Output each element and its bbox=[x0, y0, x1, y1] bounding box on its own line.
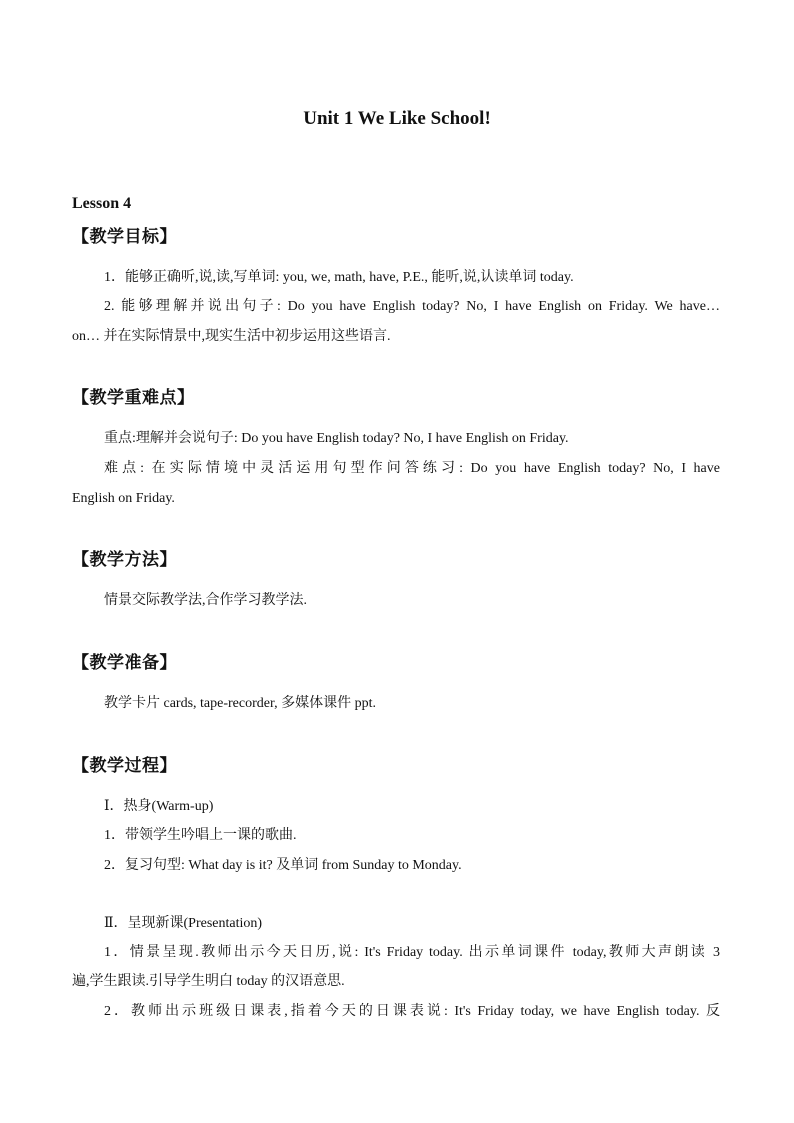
section-heading-preparation: 【教学准备】 bbox=[72, 653, 177, 673]
process-part1-title: Ⅰ．热身(Warm-up) bbox=[104, 799, 214, 814]
section-heading-objectives: 【教学目标】 bbox=[72, 227, 177, 247]
preparation-line-1: 教学卡片 cards, tape-recorder, 多媒体课件 ppt. bbox=[104, 696, 376, 711]
section-heading-methods: 【教学方法】 bbox=[72, 550, 177, 570]
process-part2-line-1: 1．情景呈现.教师出示今天日历,说: It's Friday today. 出示单词课件 today,教师大声朗读 3 bbox=[104, 945, 720, 960]
section-heading-process: 【教学过程】 bbox=[72, 756, 177, 776]
objectives-line-1: 1．能够正确听,说,读,写单词: you, we, math, have, P.E., 能听,说,认读单词 today. bbox=[104, 270, 574, 285]
process-part1-line-2: 2．复习句型: What day is it? 及单词 from Sunday to Monday. bbox=[104, 858, 462, 873]
process-part2-title: Ⅱ．呈现新课(Presentation) bbox=[104, 916, 263, 931]
process-part2-line-3: 2．教师出示班级日课表,指着今天的日课表说: It's Friday today, we have English today. 反 bbox=[104, 1004, 720, 1019]
key-points-line-1: 重点:理解并会说句子: Do you have English today? No, I have English on Friday. bbox=[104, 431, 569, 446]
document-title: Unit 1 We Like School! bbox=[303, 108, 491, 129]
section-heading-key-points: 【教学重难点】 bbox=[72, 388, 195, 408]
process-part1-line-1: 1．带领学生吟唱上一课的歌曲. bbox=[104, 828, 297, 843]
methods-line-1: 情景交际教学法,合作学习教学法. bbox=[104, 593, 307, 608]
process-part2-line-2: 遍,学生跟读.引导学生明白 today 的汉语意思. bbox=[72, 974, 345, 989]
objectives-line-2: 2. 能够理解并说出句子: Do you have English today? No, I have English on Friday. We have… bbox=[104, 299, 720, 314]
key-points-line-2: 难点: 在实际情境中灵活运用句型作问答练习: Do you have English today? No, I have bbox=[104, 461, 720, 476]
lesson-label: Lesson 4 bbox=[72, 195, 132, 212]
objectives-line-3: on… 并在实际情景中,现实生活中初步运用这些语言. bbox=[72, 329, 391, 344]
key-points-line-3: English on Friday. bbox=[72, 491, 175, 506]
